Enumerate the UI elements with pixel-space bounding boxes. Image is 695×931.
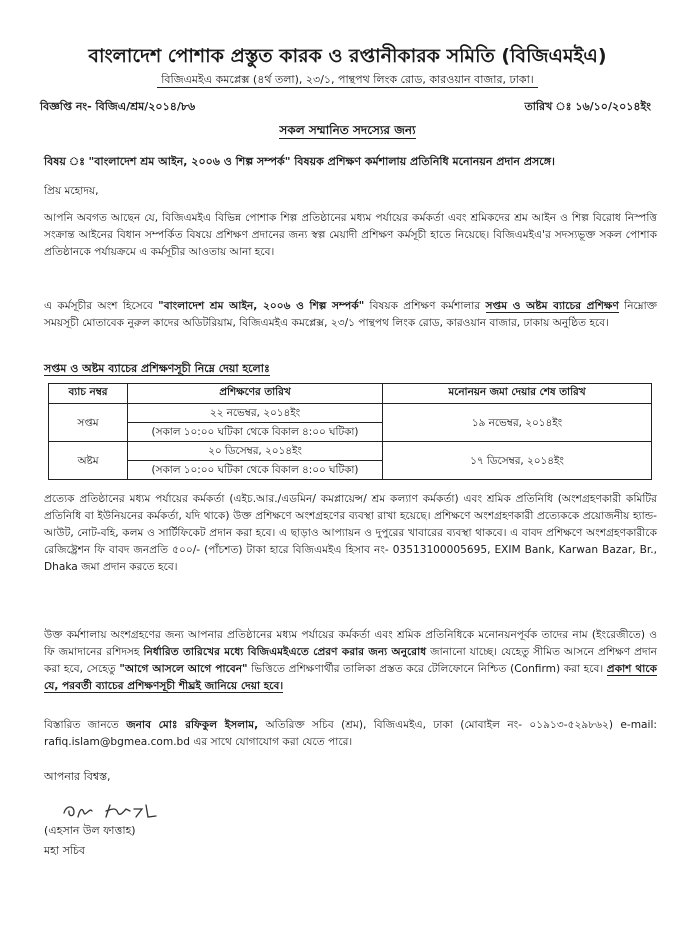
deadline-cell: ১৯ নভেম্বর, ২০১৪ইং <box>383 404 652 442</box>
training-time-cell: (সকাল ১০:০০ ঘটিকা থেকে বিকাল ৪:০০ ঘটিকা) <box>128 423 383 442</box>
training-date-cell: ২০ ডিসেম্বর, ২০১৪ইং <box>128 442 383 461</box>
subject-text: "বাংলাদেশ শ্রম আইন, ২০০৬ ও শিল্প সম্পর্ক" বিষয়ক প্রশিক্ষণ কর্মশালায় প্রতিনিধি মনোনয়ন প্রদান প্রসঙ্গে। <box>88 155 555 168</box>
table-row <box>49 442 652 461</box>
paragraph-nomination <box>44 627 657 695</box>
notice-date: তারিখ ঃ ১৬/১০/২০১৪ইং <box>524 100 651 113</box>
paragraph-participants: প্রত্যেক প্রতিষ্ঠানের মধ্যম পর্যায়ের কর্মকর্তা (এইচ.আর./এডমিন/ কমপ্লায়েন্স/ শ্রম কল্যাণ কর্মকর্তা) এবং শ্রমিক প্রতিনিধি (অংশগ্রহণকারী কমিটির প্রতিনিধি বা ইউনিয়নের কর্মকর্তা, যদি থাকে) উক্ত প্রশিক্ষণে অংশগ্রহণের ব্যবস্থা রাখা হয়েছে। প্রশিক্ষণে অংশগ্রহণকারী প্রত্যেককে প্রয়োজনীয় হ্যান্ড-আউট, নোট-বহি, কলম ও সার্টিফিকেট প্রদান করা হবে। এ ছাড়াও আপ্যায়ন ও দুপুরের খাবারের ব্যবস্থা থাকবে। এ বাবদ প্রশিক্ষণে অংশগ্রহণকারীকে রেজিষ্ট্রেশন ফি বাবদ জনপ্রতি ৫০০/- (পাঁচশত) টাকা হারে বিজিএমইএ হিসাব নং- 03513100005695, EXIM Bank, Karwan Bazar, Br., Dhaka জমা প্রদান করতে হবে। <box>44 493 657 573</box>
closing-line: আপনার বিশ্বস্ত, <box>44 770 111 783</box>
salutation: প্রিয় মহোদয়, <box>44 185 99 197</box>
address-text: বিজিএমইএ কমপ্লেক্স (৪র্থ তলা), ২৩/১, পান্থপথ লিংক রোড, কারওয়ান বাজার, ঢাকা। <box>157 73 537 88</box>
para2-part1: এ কর্মসূচীর অংশ হিসেবে <box>44 300 159 312</box>
subject-line <box>44 153 665 172</box>
batch-cell: অষ্টম <box>49 442 128 480</box>
para4-part1: উক্ত কর্মশালায় অংশগ্রহণের জন্য আপনার প্রতিষ্ঠানের মধ্যম পর্যায়ের কর্মকর্তা এবং শ্রমিক প্রতিনিধিকে মনোনয়নপূর্বক তাদের নাম (ইংরেজীতে) ও ফি জমাদানের রশিদসহ <box>44 629 657 658</box>
para2-part2: বিষয়ক প্রশিক্ষণ কর্মশালার <box>364 300 486 312</box>
schedule-caption <box>44 360 270 379</box>
para4-bold-request: নির্ধারিত তারিখের মধ্যে বিজিএমইএতে প্রেরণ করার জন্য অনুরোধ <box>143 646 427 658</box>
header-deadline: মনোনয়ন জমা দেয়ার শেষ তারিখ <box>383 384 652 404</box>
paragraph-intro: আপনি অবগত আছেন যে, বিজিএমইএ বিভিন্ন পোশাক শিল্প প্রতিষ্ঠানের মধ্যম পর্যায়ের কর্মকর্তা এবং শ্রমিকদের শ্রম আইন ও শিল্প বিরোধ নিস্পত্তি সংক্রান্ত আইনের বিধান সম্পর্কিত বিষয়ে প্রশিক্ষণ প্রদানের জন্য স্বল্প মেয়াদী প্রশিক্ষণ কর্মসূচী হাতে নিয়েছে। বিজিএমইএ'র সদস্যভূক্ত সকল পোশাক প্রতিষ্ঠানকে পর্যায়ক্রমে এ কর্মসূচীর আওতায় আনা হবে। <box>44 212 657 258</box>
para2-part3: নিম্নোক্ত সময়সূচী মোতাবেক নুরুল কাদের অডিটরিয়াম, বিজিএমইএ কমপ্লেক্স, ২৩/১ পান্থপথ লিংক রোড, কারওয়ান বাজার, ঢাকায় অনুষ্ঠিত হবে। <box>44 300 657 329</box>
schedule-caption-text: সপ্তম ও অষ্টম ব্যাচের প্রশিক্ষণসূচী নিম্নে দেয়া হলোঃ <box>44 362 270 375</box>
header-training-date: প্রশিক্ষণের তারিখ <box>128 384 383 404</box>
contact-person: জনাব মোঃ রফিকুল ইসলাম, <box>126 719 259 731</box>
table-row <box>49 404 652 423</box>
para2-bold-batches: সপ্তম ও অষ্টম ব্যাচের প্রশিক্ষণ <box>485 300 619 312</box>
training-time-cell: (সকাল ১০:০০ ঘটিকা থেকে বিকাল ৪:০০ ঘটিকা) <box>128 461 383 480</box>
signatory-title: মহা সচিব <box>44 844 86 857</box>
organization-title: বাংলাদেশ পোশাক প্রস্তুত কারক ও রপ্তানীকারক সমিতি (বিজিএমইএ) <box>88 45 607 67</box>
notice-number: বিজ্ঞপ্তি নং- বিজিএ/শ্রম/২০১৪/৮৬ <box>40 100 196 113</box>
subject-label: বিষয় ঃ <box>44 155 86 168</box>
paragraph-contact <box>44 717 657 751</box>
para5-part2: অতিরিক্ত সচিব (শ্রম), বিজিএমইএ, ঢাকা (মোবাইল নং- ০১৯১৩-৫২৯৮৬২) e-mail: rafiq.islam@bgmea.com.bd এর সাথে যোগাযোগ করা যেতে পারে। <box>44 719 657 748</box>
batch-cell: সপ্তম <box>49 404 128 442</box>
signature-icon <box>60 797 200 823</box>
addressee-heading <box>0 122 695 142</box>
deadline-cell: ১৭ ডিসেম্বর, ২০১৪ইং <box>383 442 652 480</box>
organization-address <box>0 71 695 90</box>
header-batch: ব্যাচ নম্বর <box>49 384 128 404</box>
paragraph-program <box>44 298 657 332</box>
para5-part1: বিস্তারিত জানতে <box>44 719 127 731</box>
para4-bold-first-come: "আগে আসলে আগে পাবেন" <box>119 663 248 675</box>
schedule-table <box>48 383 652 480</box>
para4-part2: জানানো যাচ্ছে। যেহেতু সীমিত আসনে প্রশিক্ষণ প্রদান করা হবে, সেহেতু <box>44 646 658 675</box>
schedule-header-row <box>49 384 652 404</box>
para4-part3: ভিত্তিতে প্রশিক্ষণার্থীর তালিকা প্রস্তত করে টেলিফোনে নিশ্চিত (Confirm) করা হবে। <box>247 663 607 675</box>
addressee-text: সকল সম্মানিত সদস্যের জন্য <box>279 123 416 137</box>
para2-bold-title: "বাংলাদেশ শ্রম আইন, ২০০৬ ও শিল্প সম্পর্ক" <box>158 300 365 312</box>
training-date-cell: ২২ নভেম্বর, ২০১৪ইং <box>128 404 383 423</box>
para4-bold-notice: প্রকাশ থাকে যে, পরবর্তী ব্যাচের প্রশিক্ষণসূচী শীঘ্রই জানিয়ে দেয়া হবে। <box>44 663 657 692</box>
signatory-name: (এহসান উল ফাত্তাহ) <box>44 824 136 837</box>
